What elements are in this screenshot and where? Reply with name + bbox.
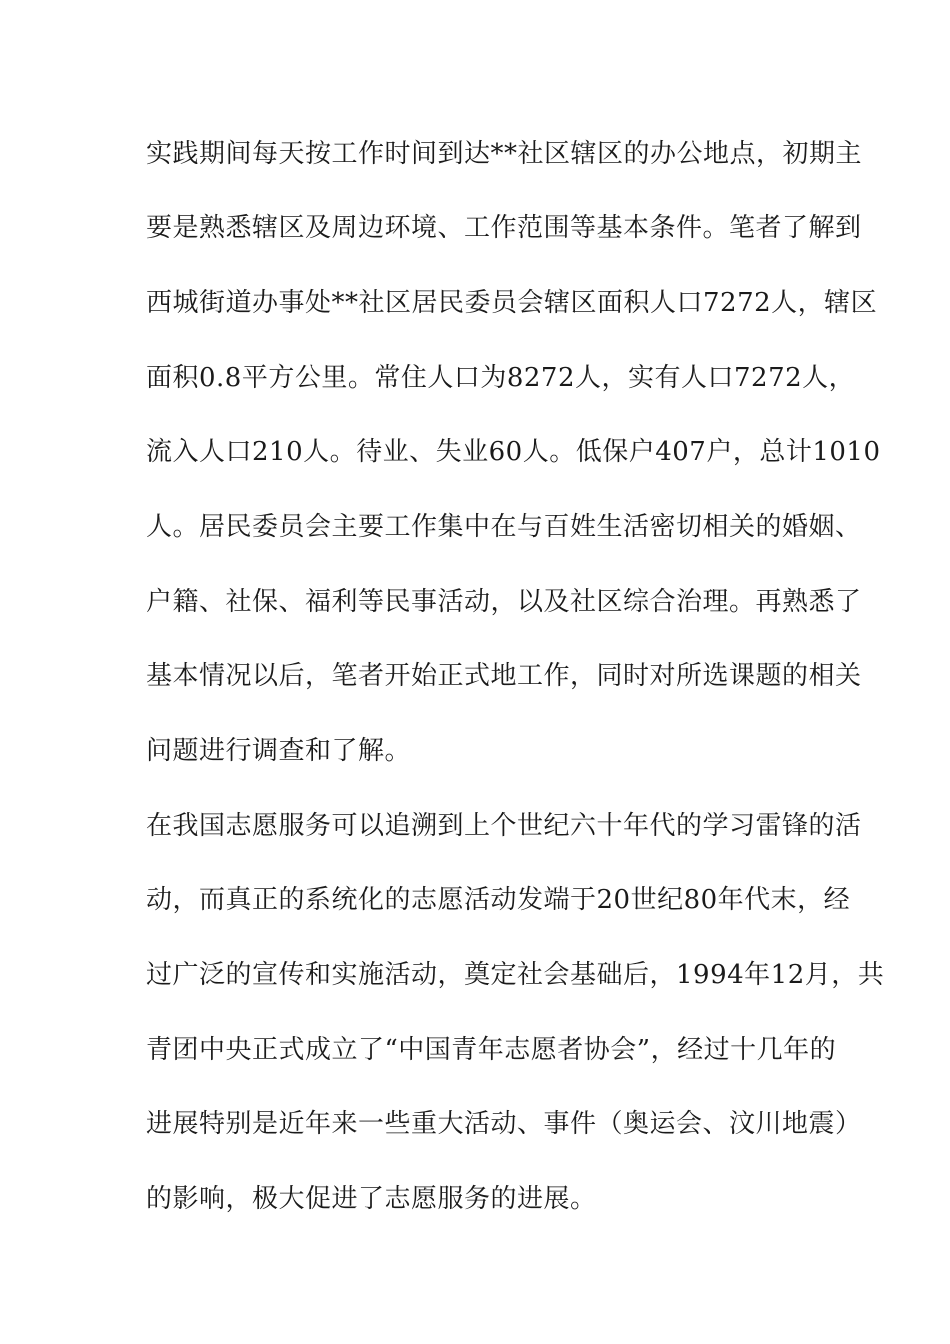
paragraph-2-line-2: 动，而真正的系统化的志愿活动发端于20世纪80年代末，经: [146, 885, 851, 915]
paragraph-1-line-2: 要是熟悉辖区及周边环境、工作范围等基本条件。笔者了解到: [146, 213, 862, 243]
paragraph-1-line-5: 流入人口210人。待业、失业60人。低保户407户，总计1010: [146, 437, 881, 467]
paragraph-1-line-4: 面积0.8平方公里。常住人口为8272人，实有人口7272人，: [146, 363, 856, 393]
paragraph-1-line-6: 人。居民委员会主要工作集中在与百姓生活密切相关的婚姻、: [146, 512, 862, 542]
paragraph-1-line-9: 问题进行调查和了解。: [146, 736, 412, 766]
paragraph-2-line-6: 的影响，极大促进了志愿服务的进展。: [146, 1184, 597, 1214]
paragraph-1-line-3: 西城街道办事处**社区居民委员会辖区面积人口7272人，辖区: [146, 288, 878, 318]
paragraph-2-line-4: 青团中央正式成立了“中国青年志愿者协会”，经过十几年的: [146, 1035, 837, 1065]
paragraph-1-line-1: 实践期间每天按工作时间到达**社区辖区的办公地点，初期主: [146, 139, 863, 169]
paragraph-1-line-7: 户籍、社保、福利等民事活动，以及社区综合治理。再熟悉了: [146, 587, 862, 617]
paragraph-1-line-8: 基本情况以后，笔者开始正式地工作，同时对所选课题的相关: [146, 661, 862, 691]
paragraph-2-line-3: 过广泛的宣传和实施活动，奠定社会基础后，1994年12月，共: [146, 960, 885, 990]
paragraph-2-line-1: 在我国志愿服务可以追溯到上个世纪六十年代的学习雷锋的活: [146, 811, 862, 841]
paragraph-2-line-5: 进展特别是近年来一些重大活动、事件（奥运会、汶川地震）: [146, 1109, 862, 1139]
